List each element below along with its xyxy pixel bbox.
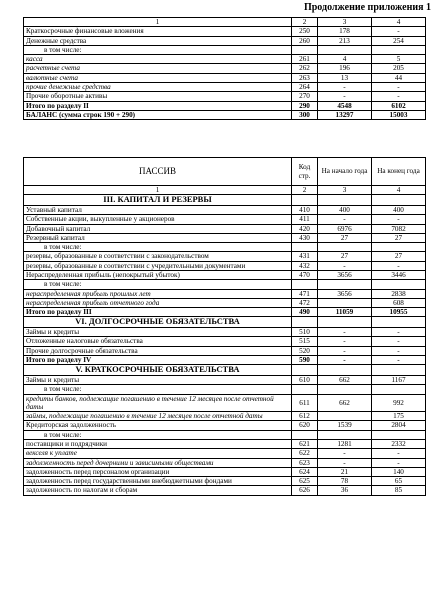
- cell-end: 175: [372, 412, 426, 421]
- cell-start: [318, 385, 372, 394]
- table-row: [24, 430, 426, 439]
- column-number: 2: [292, 18, 318, 27]
- cell-label: Кредиторская задолженность: [24, 421, 292, 430]
- cell-code: 270: [292, 92, 318, 101]
- cell-end: 7082: [372, 224, 426, 233]
- cell-start: 1281: [318, 440, 372, 449]
- cell-code: [292, 195, 318, 206]
- cell-label: в том числе:: [24, 45, 292, 54]
- cell-start: 1539: [318, 421, 372, 430]
- table-row: [24, 376, 426, 385]
- cell-end: [372, 195, 426, 206]
- cell-end: -: [372, 215, 426, 224]
- cell-start: 213: [318, 36, 372, 45]
- cell-end: [372, 385, 426, 394]
- section-row: [24, 365, 426, 376]
- cell-start: 27: [318, 233, 372, 242]
- cell-start: 662: [318, 394, 372, 412]
- cell-label: Займы и кредиты: [24, 328, 292, 337]
- cell-end: 1167: [372, 376, 426, 385]
- cell-start: 11059: [318, 308, 372, 317]
- cell-label: резервы, образованные в соответствии с учредительными документами: [24, 261, 292, 270]
- cell-label: Итого по разделу II: [24, 101, 292, 110]
- cell-end: 254: [372, 36, 426, 45]
- cell-end: -: [372, 337, 426, 346]
- cell-label: Собственные акции, выкупленные у акционеров: [24, 215, 292, 224]
- cell-end: 44: [372, 73, 426, 82]
- cell-code: 624: [292, 467, 318, 476]
- table-row: [24, 36, 426, 45]
- cell-code: 260: [292, 36, 318, 45]
- cell-start: -: [318, 328, 372, 337]
- table-row: [24, 356, 426, 365]
- cell-code: 623: [292, 458, 318, 467]
- table-row: [24, 394, 426, 412]
- cell-label: касса: [24, 55, 292, 64]
- cell-end: -: [372, 261, 426, 270]
- cell-label: задолженность перед персоналом организации: [24, 467, 292, 476]
- cell-code: 471: [292, 289, 318, 298]
- cell-label: векселя к уплате: [24, 449, 292, 458]
- cell-label: задолженность перед государственными внебюджетными фондами: [24, 477, 292, 486]
- cell-code: 620: [292, 421, 318, 430]
- cell-label: займы, подлежащие погашению в течение 12 месяцев после отчетной даты: [24, 412, 292, 421]
- cell-code: 432: [292, 261, 318, 270]
- cell-end: 85: [372, 486, 426, 495]
- cell-label: в том числе:: [24, 243, 292, 252]
- cell-end: -: [372, 27, 426, 36]
- cell-start: -: [318, 92, 372, 101]
- header-end: На конец года: [372, 158, 426, 186]
- cell-end: -: [372, 328, 426, 337]
- cell-end: 10955: [372, 308, 426, 317]
- cell-start: 178: [318, 27, 372, 36]
- cell-start: 21: [318, 467, 372, 476]
- cell-end: -: [372, 82, 426, 91]
- cell-label: валютные счета: [24, 73, 292, 82]
- cell-code: [292, 280, 318, 289]
- cell-end: -: [372, 356, 426, 365]
- cell-label: резервы, образованные в соответствии с законодательством: [24, 252, 292, 261]
- cell-end: 27: [372, 233, 426, 242]
- cell-code: 625: [292, 477, 318, 486]
- cell-end: [372, 430, 426, 439]
- table-row: [24, 27, 426, 36]
- cell-start: -: [318, 458, 372, 467]
- table-row: [24, 477, 426, 486]
- cell-end: 2838: [372, 289, 426, 298]
- table-row: [24, 385, 426, 394]
- cell-start: [318, 412, 372, 421]
- section-row: [24, 317, 426, 328]
- cell-end: [372, 365, 426, 376]
- cell-label: задолженность перед дочерними и зависимыми обществами: [24, 458, 292, 467]
- cell-end: 5: [372, 55, 426, 64]
- cell-code: 430: [292, 233, 318, 242]
- table-row: [24, 298, 426, 307]
- cell-code: 626: [292, 486, 318, 495]
- column-number: 3: [318, 18, 372, 27]
- cell-label: Прочие оборотные активы: [24, 92, 292, 101]
- cell-code: 622: [292, 449, 318, 458]
- cell-start: 36: [318, 486, 372, 495]
- cell-start: [318, 45, 372, 54]
- passive-header-row: [24, 158, 426, 186]
- cell-start: [318, 243, 372, 252]
- cell-code: 510: [292, 328, 318, 337]
- table-row: [24, 252, 426, 261]
- cell-end: 140: [372, 467, 426, 476]
- header-start: На начало года: [318, 158, 372, 186]
- table-row: [24, 328, 426, 337]
- cell-label: поставщики и подрядчики: [24, 440, 292, 449]
- cell-start: -: [318, 261, 372, 270]
- cell-end: 608: [372, 298, 426, 307]
- cell-code: 261: [292, 55, 318, 64]
- table-row: [24, 233, 426, 242]
- table-row: [24, 449, 426, 458]
- cell-code: 420: [292, 224, 318, 233]
- table-row: [24, 467, 426, 476]
- cell-start: 196: [318, 64, 372, 73]
- cell-code: 490: [292, 308, 318, 317]
- cell-code: 290: [292, 101, 318, 110]
- cell-end: [372, 45, 426, 54]
- cell-start: -: [318, 82, 372, 91]
- cell-start: -: [318, 449, 372, 458]
- cell-label: нераспределенная прибыль отчетного года: [24, 298, 292, 307]
- column-number: 1: [24, 186, 292, 195]
- cell-start: -: [318, 215, 372, 224]
- cell-label: задолженность по налогам и сборам: [24, 486, 292, 495]
- cell-label: в том числе:: [24, 280, 292, 289]
- cell-start: 400: [318, 206, 372, 215]
- cell-start: 3656: [318, 289, 372, 298]
- cell-code: 590: [292, 356, 318, 365]
- cell-code: [292, 45, 318, 54]
- cell-label: в том числе:: [24, 385, 292, 394]
- cell-end: 400: [372, 206, 426, 215]
- cell-label: Денежные средства: [24, 36, 292, 45]
- cell-end: 3446: [372, 271, 426, 280]
- cell-end: -: [372, 346, 426, 355]
- table-row: [24, 289, 426, 298]
- cell-label: расчетные счета: [24, 64, 292, 73]
- cell-end: [372, 317, 426, 328]
- table-row: [24, 110, 426, 119]
- cell-start: -: [318, 337, 372, 346]
- cell-code: 411: [292, 215, 318, 224]
- cell-code: [292, 317, 318, 328]
- cell-start: [318, 365, 372, 376]
- cell-label: Итого по разделу III: [24, 308, 292, 317]
- cell-end: -: [372, 458, 426, 467]
- table-row: [24, 440, 426, 449]
- table-row: [24, 458, 426, 467]
- cell-end: 205: [372, 64, 426, 73]
- cell-start: [318, 195, 372, 206]
- table-row: [24, 308, 426, 317]
- cell-end: -: [372, 92, 426, 101]
- cell-code: 612: [292, 412, 318, 421]
- header-code: Код стр.: [292, 158, 318, 186]
- cell-start: 4548: [318, 101, 372, 110]
- cell-label: в том числе:: [24, 430, 292, 439]
- cell-label: БАЛАНС (сумма строк 190 + 290): [24, 110, 292, 119]
- cell-code: 263: [292, 73, 318, 82]
- column-number: 2: [292, 186, 318, 195]
- assets-continuation-table: [23, 17, 426, 120]
- cell-end: [372, 280, 426, 289]
- table-row: [24, 346, 426, 355]
- table-row: [24, 215, 426, 224]
- table-row: [24, 55, 426, 64]
- cell-code: 520: [292, 346, 318, 355]
- top_table-column-numbers-row: [24, 18, 426, 27]
- cell-code: 470: [292, 271, 318, 280]
- cell-start: 13297: [318, 110, 372, 119]
- cell-code: 410: [292, 206, 318, 215]
- table-row: [24, 64, 426, 73]
- cell-label: Добавочный капитал: [24, 224, 292, 233]
- cell-start: 6976: [318, 224, 372, 233]
- cell-label: Нераспределенная прибыль (непокрытый убыток): [24, 271, 292, 280]
- cell-start: -: [318, 346, 372, 355]
- cell-code: [292, 430, 318, 439]
- cell-label: Займы и кредиты: [24, 376, 292, 385]
- cell-code: 250: [292, 27, 318, 36]
- cell-label: Итого по разделу IV: [24, 356, 292, 365]
- table-row: [24, 101, 426, 110]
- cell-code: 472: [292, 298, 318, 307]
- cell-end: 2804: [372, 421, 426, 430]
- cell-code: 621: [292, 440, 318, 449]
- cell-start: 13: [318, 73, 372, 82]
- cell-code: [292, 243, 318, 252]
- section-row: [24, 195, 426, 206]
- table-row: [24, 82, 426, 91]
- table-row: [24, 337, 426, 346]
- column-number: 4: [372, 18, 426, 27]
- cell-end: 15003: [372, 110, 426, 119]
- cell-end: 2332: [372, 440, 426, 449]
- cell-end: 27: [372, 252, 426, 261]
- column-number: 4: [372, 186, 426, 195]
- cell-code: 515: [292, 337, 318, 346]
- cell-start: 3656: [318, 271, 372, 280]
- cell-code: 300: [292, 110, 318, 119]
- cell-label: прочие денежные средства: [24, 82, 292, 91]
- table-row: [24, 45, 426, 54]
- header-passive: ПАССИВ: [24, 158, 292, 186]
- cell-label: VI. ДОЛГОСРОЧНЫЕ ОБЯЗАТЕЛЬСТВА: [24, 317, 292, 328]
- cell-start: [318, 280, 372, 289]
- cell-label: V. КРАТКОСРОЧНЫЕ ОБЯЗАТЕЛЬСТВА: [24, 365, 292, 376]
- table-row: [24, 243, 426, 252]
- cell-label: Уставный капитал: [24, 206, 292, 215]
- cell-label: Отложенные налоговые обязательства: [24, 337, 292, 346]
- cell-label: кредиты банков, подлежащие погашению в течение 12 месяцев после отчетной даты: [24, 394, 292, 412]
- table-row: [24, 92, 426, 101]
- cell-code: 610: [292, 376, 318, 385]
- cell-label: Резервный капитал: [24, 233, 292, 242]
- passive_table-column-numbers-row: [24, 186, 426, 195]
- table-row: [24, 261, 426, 270]
- cell-start: 4: [318, 55, 372, 64]
- table-row: [24, 271, 426, 280]
- table-row: [24, 412, 426, 421]
- cell-code: 262: [292, 64, 318, 73]
- cell-end: 992: [372, 394, 426, 412]
- cell-start: [318, 317, 372, 328]
- cell-label: Прочие долгосрочные обязательства: [24, 346, 292, 355]
- cell-label: Краткосрочные финансовые вложения: [24, 27, 292, 36]
- table-row: [24, 206, 426, 215]
- cell-label: нераспределенная прибыль прошлых лет: [24, 289, 292, 298]
- cell-code: 611: [292, 394, 318, 412]
- cell-end: [372, 243, 426, 252]
- cell-start: 662: [318, 376, 372, 385]
- table-row: [24, 280, 426, 289]
- cell-code: 431: [292, 252, 318, 261]
- cell-label: III. КАПИТАЛ И РЕЗЕРВЫ: [24, 195, 292, 206]
- cell-end: 65: [372, 477, 426, 486]
- column-number: 1: [24, 18, 292, 27]
- cell-code: 264: [292, 82, 318, 91]
- table-row: [24, 224, 426, 233]
- table-row: [24, 421, 426, 430]
- table-row: [24, 73, 426, 82]
- passive-table: [23, 157, 426, 496]
- cell-start: [318, 298, 372, 307]
- cell-end: 6102: [372, 101, 426, 110]
- cell-start: [318, 430, 372, 439]
- column-number: 3: [318, 186, 372, 195]
- cell-start: 78: [318, 477, 372, 486]
- table-row: [24, 486, 426, 495]
- cell-code: [292, 385, 318, 394]
- page-heading: Продолжение приложения 1: [303, 2, 431, 13]
- cell-start: -: [318, 356, 372, 365]
- cell-start: 27: [318, 252, 372, 261]
- cell-code: [292, 365, 318, 376]
- cell-end: -: [372, 449, 426, 458]
